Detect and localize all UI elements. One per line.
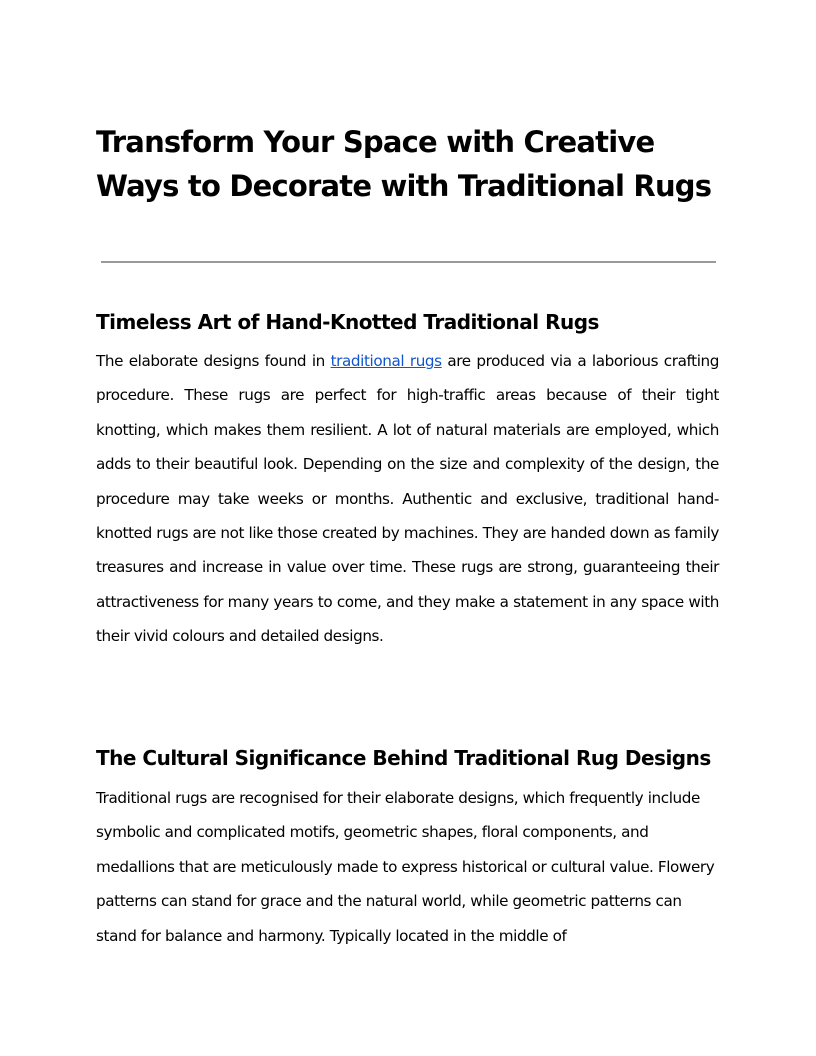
horizontal-divider (101, 261, 716, 263)
paragraph-text-after-link: are produced via a laborious crafting procedure. These rugs are perfect for high-traffic areas because of their tight knotting, which makes them resilient. A lot of natural materials are employed, which adds to their beautiful look. Depending on the size and complexity of the design, the procedure may take weeks or months. Authentic and exclusive, traditional hand-knotted rugs are not like those created by machines. They are handed down as family treasures and increase in value over time. These rugs are strong, guaranteeing their attractiveness for many years to come, and they make a statement in any space with their vivid colours and detailed designs. (96, 352, 719, 646)
section-heading-hand-knotted: Timeless Art of Hand-Knotted Traditional Rugs (96, 310, 599, 334)
section-paragraph-cultural-significance: Traditional rugs are recognised for their elaborate designs, which frequently include symbolic and complicated motifs, geometric shapes, floral components, and medallions that are meticulously made to express historical or cultural value. Flowery patterns can stand for grace and the natural world, while geometric patterns can stand for balance and harmony. Typically located in the middle of (96, 789, 715, 945)
page-title: Transform Your Space with Creative Ways to Decorate with Traditional Rugs (96, 125, 712, 203)
section-heading-cultural-significance: The Cultural Significance Behind Traditional Rug Designs (96, 746, 711, 770)
section-paragraph-hand-knotted (96, 344, 719, 654)
traditional-rugs-link[interactable]: traditional rugs (330, 352, 442, 370)
paragraph-text-before-link: The elaborate designs found in (96, 352, 331, 370)
